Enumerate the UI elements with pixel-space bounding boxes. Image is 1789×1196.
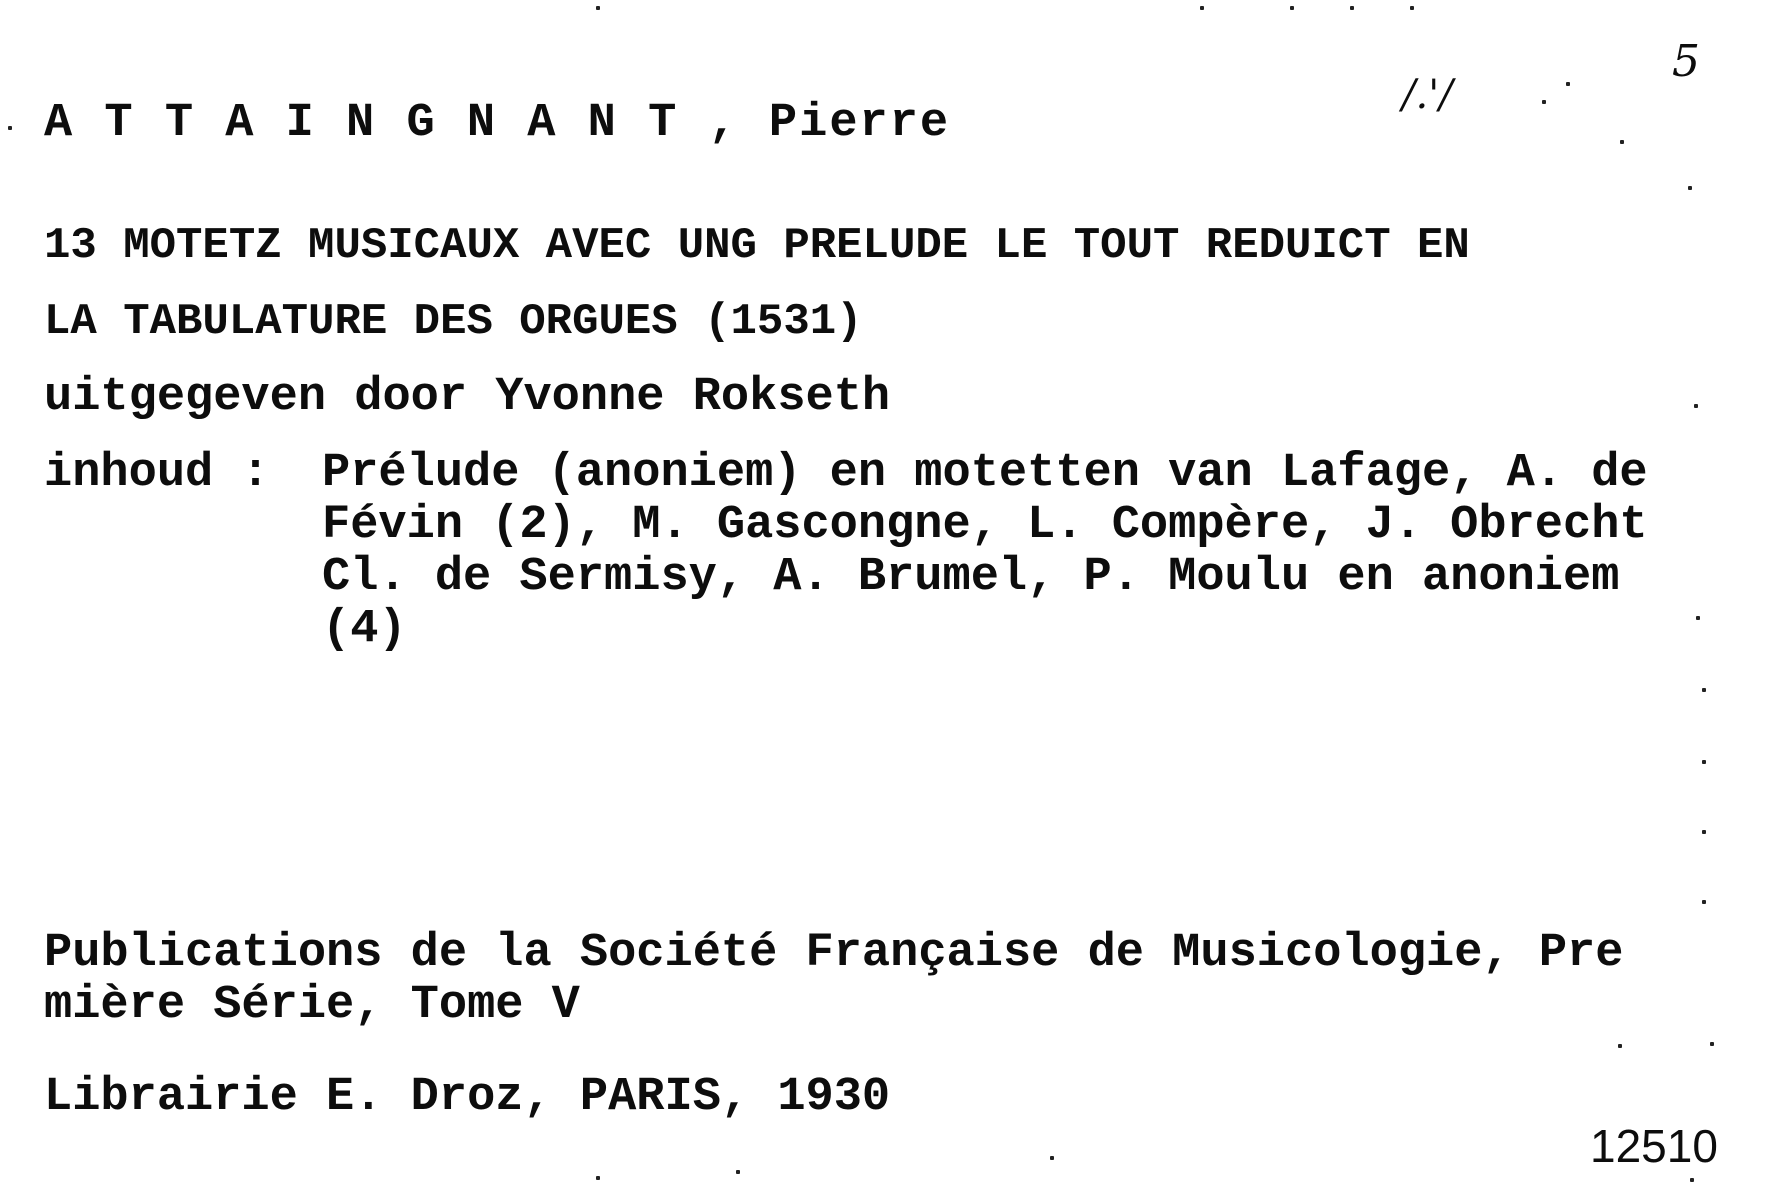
contents-line-3: Cl. de Sermisy, A. Brumel, P. Moulu en anoniem [322,551,1620,604]
contents-line-1: Prélude (anoniem) en motetten van Lafage, A. de [322,447,1648,500]
scan-speck [1050,1156,1054,1160]
handwritten-number: 5 [1672,36,1700,87]
scan-speck [596,1176,600,1180]
scan-speck [1290,6,1294,10]
scan-speck [1690,1178,1694,1182]
scan-speck [596,6,600,10]
scan-speck [1350,6,1354,10]
scan-speck [1688,186,1692,190]
scan-speck [1620,140,1624,144]
editor-line: uitgegeven door Yvonne Rokseth [44,371,891,424]
scan-speck [1410,6,1414,10]
scan-speck [1702,830,1706,834]
scan-speck [1702,760,1706,764]
scan-speck [1710,1042,1714,1046]
contents-body [322,448,1762,656]
title-line-2: LA TABULATURE DES ORGUES (1531) [44,297,863,347]
scan-speck [1702,900,1706,904]
author-heading: A T T A I N G N A N T , Pierre [44,97,951,150]
scan-speck [1702,688,1706,692]
contents-label: inhoud : [44,447,270,500]
contents-line-2: Févin (2), M. Gascongne, L. Compère, J. Obrecht [322,499,1648,552]
handwritten-mark: /.'/ [1402,72,1453,118]
scan-speck [8,126,12,130]
catalog-number: 12510 [1590,1120,1718,1172]
publisher-line: Librairie E. Droz, PARIS, 1930 [44,1071,891,1124]
series-line-1: Publications de la Société Française de Musicologie, Pre [44,927,1624,980]
series-line-2: mière Série, Tome V [44,979,580,1032]
scan-speck [1618,1044,1622,1048]
scan-speck [1200,6,1204,10]
scan-speck [1696,616,1700,620]
scan-speck [1542,100,1546,104]
contents-line-4: (4) [322,603,407,656]
title-line-1: 13 MOTETZ MUSICAUX AVEC UNG PRELUDE LE TOUT REDUICT EN [44,221,1470,271]
scan-speck [736,1170,740,1174]
scan-speck [1566,82,1570,86]
scan-speck [1694,404,1698,408]
